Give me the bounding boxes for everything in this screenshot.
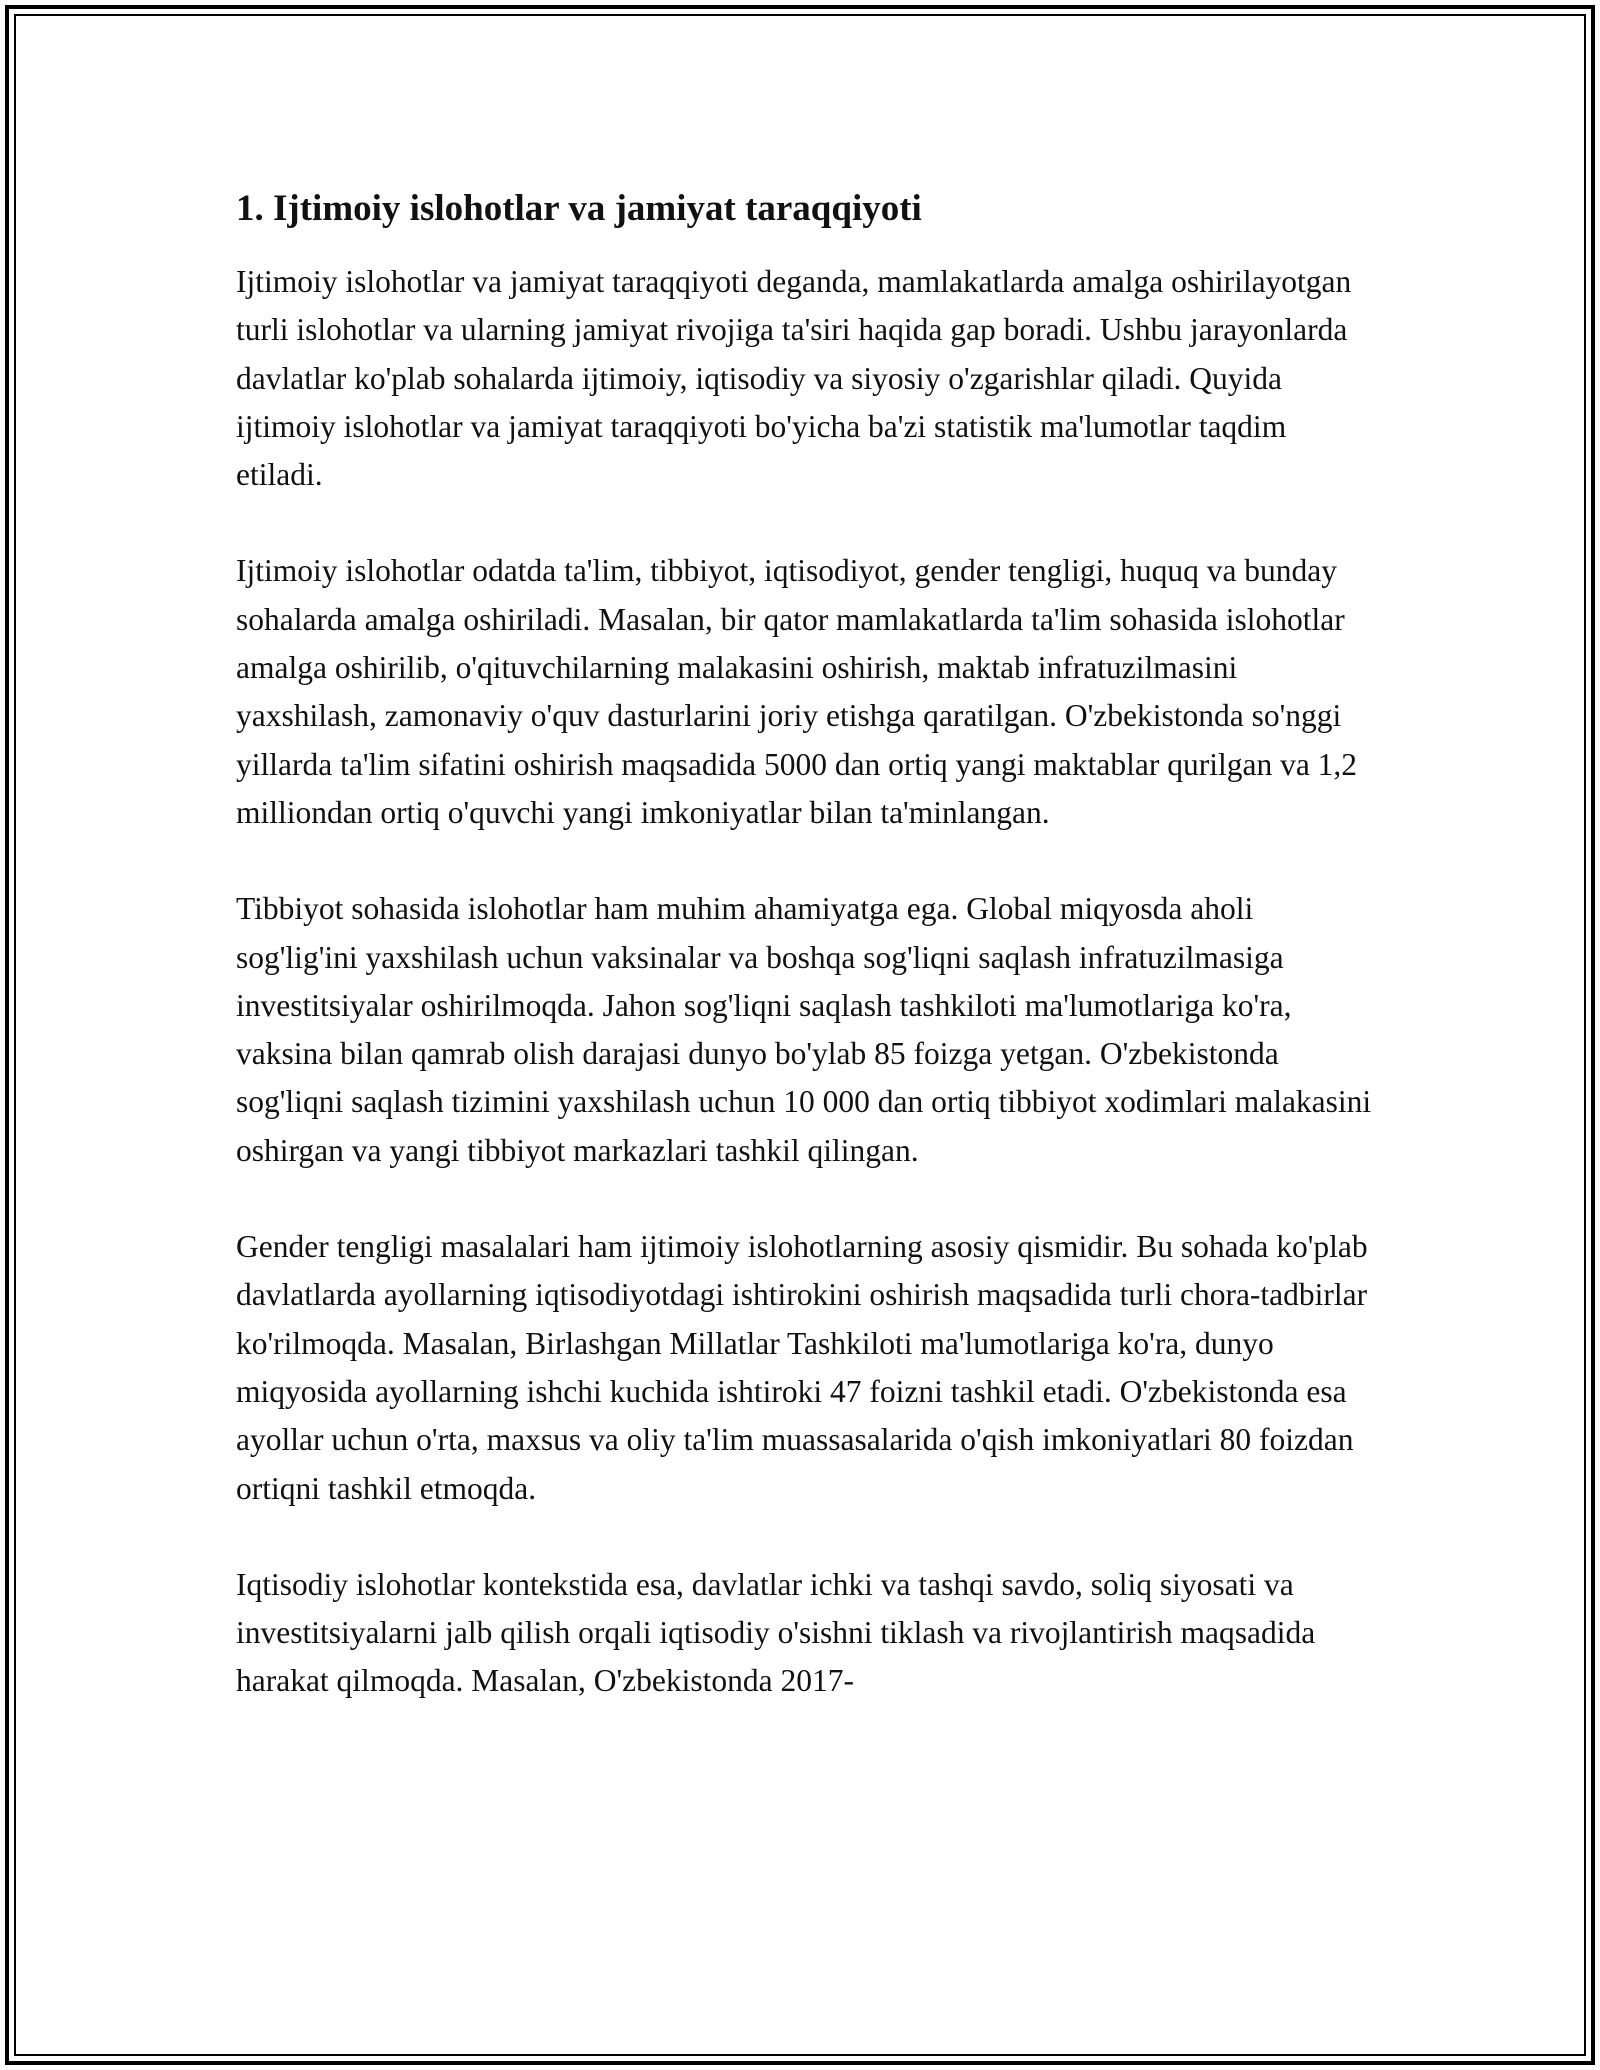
paragraph-gender-equality: Gender tengligi masalalari ham ijtimoiy islohotlarning asosiy qismidir. Bu sohada ko'plab davlatlarda ayollarning iqtisodiyotdagi ishtirokini oshirish maqsadida turli chora-tadbirlar ko'rilmoqda. Masalan, Birlashgan Millatlar Tashkiloti ma'lumotlariga ko'ra, dunyo miqyosida ayollarning ishchi kuchida ishtiroki 47 foizni tashkil etadi. O'zbekistonda esa ayollar uchun o'rta, maxsus va oliy ta'lim muassasalarida o'qish imkoniyatlari 80 foizdan ortiqni tashkil etmoqda. <box>236 1229 1368 1506</box>
document-body <box>236 184 1376 1754</box>
paragraph-economic-reforms: Iqtisodiy islohotlar kontekstida esa, davlatlar ichki va tashqi savdo, soliq siyosati va investitsiyalarni jalb qilish orqali iqtisodiy o'sishni tiklash va rivojlantirish maqsadida harakat qilmoqda. Masalan, O'zbekistonda 2017- <box>236 1566 1316 1699</box>
paragraph-education: Ijtimoiy islohotlar odatda ta'lim, tibbiyot, iqtisodiyot, gender tengligi, huquq va bunday sohalarda amalga oshiriladi. Masalan, bir qator mamlakatlarda ta'lim sohasida islohotlar amalga oshirilib, o'qituvchilarning malakasini oshirish, maktab infratuzilmasini yaxshilash, zamonaviy o'quv dasturlarini joriy etishga qaratilgan. O'zbekistonda so'nggi yillarda ta'lim sifatini oshirish maqsadida 5000 dan ortiq yangi maktablar qurilgan va 1,2 milliondan ortiq o'quvchi yangi imkoniyatlar bilan ta'minlangan. <box>236 553 1358 830</box>
section-heading: 1. Ijtimoiy islohotlar va jamiyat taraqqiyoti <box>236 188 922 229</box>
paragraph-healthcare: Tibbiyot sohasida islohotlar ham muhim ahamiyatga ega. Global miqyosda aholi sog'lig'ini yaxshilash uchun vaksinalar va boshqa sog'liqni saqlash infratuzilmasiga investitsiyalar oshirilmoqda. Jahon sog'liqni saqlash tashkiloti ma'lumotlariga ko'ra, vaksina bilan qamrab olish darajasi dunyo bo'ylab 85 foizga yetgan. O'zbekistonda sog'liqni saqlash tizimini yaxshilash uchun 10 000 dan ortiq tibbiyot xodimlari malakasini oshirgan va yangi tibbiyot markazlari tashkil qilingan. <box>236 891 1372 1168</box>
paragraph-intro: Ijtimoiy islohotlar va jamiyat taraqqiyoti deganda, mamlakatlarda amalga oshirilayotgan turli islohotlar va ularning jamiyat rivojiga ta'siri haqida gap boradi. Ushbu jarayonlarda davlatlar ko'plab sohalarda ijtimoiy, iqtisodiy va siyosiy o'zgarishlar qiladi. Quyida ijtimoiy islohotlar va jamiyat taraqqiyoti bo'yicha ba'zi statistik ma'lumotlar taqdim etiladi. <box>236 264 1352 493</box>
